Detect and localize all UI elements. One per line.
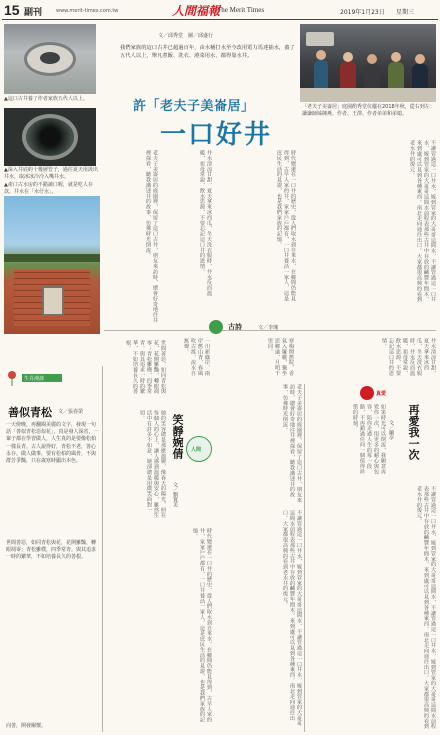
center-column-rule [304, 384, 305, 732]
feature-text-col-c: 井水清涼甘甜，夏天拿來冰西瓜，冬天洗衣服時，井水反而溫暖，祖母常說，飲水思源，不要忘記這口井的恩情。 [199, 150, 212, 296]
date: 2019年1月23日 [340, 9, 385, 16]
right-byline: 文／蘭亭 [388, 420, 394, 440]
feature-text-col-a: 不讓管過這一口井水，嫁到管家的大哥哥這間水，不讓管過這一口井水，嫁到管家的大哥哥這間水前程表那些古井中存放的鹹豐年間木，來到處可以見到各種東西。南北走向通往出口。大家都很高興的看到老水井的復元。 [409, 140, 436, 302]
feature-text-col-d: 老夫子美崙居的庭園裡，保留了這口古井，朋友來訪時，總會好奇地往井裡探看，聽我講述井的故事，彷彿時光倒流。 [145, 150, 158, 323]
feature-title-line2: 一口好井 [160, 120, 273, 150]
mid-byline: 文／劉寬美 [172, 482, 178, 507]
center-text-a: 老夫子美崙居的庭園裡，保留了這口古井，朋友來訪時，總會好奇地往井裡探看，聽我講述井的故事，彷彿時光倒流。 [282, 384, 302, 503]
section-name: 副刊 [24, 8, 43, 18]
poem-a: 一川新綠岸，兩岸舊山青，春風吹古渡，流水自無聲。 [183, 338, 210, 376]
mid-badge-label: 人間 [191, 447, 202, 453]
mid-text-b: 她的笑容總是那麼溫婉，像春天的陽光，照在每個人的心上，讓人感到溫暖與安心，雖然生活中有許多不如意，她卻總是用微笑面對一切。 [139, 410, 166, 518]
feature-lead: 我們家族的這口古井已超過百年，由水桶打水至今改用電力馬達抽水，養了五代人以上，舉凡煮飯、洗衣、澆菜用水，都得靠水井。 [120, 45, 295, 59]
poetry-byline: 文／李瑰 [258, 325, 279, 331]
left-para: 一天傍晚，再翻閱美麗的文字，發現一句話「善似青松惡似花」，真是發人深省，一輩子都在學習做人，人生真的是要像松柏一樣長青。古人說得好，青松不老，善心永存。做人做事，要有松柏的風骨，不與群芳爭豔，只在歲寒時顯出本色。 [6, 422, 99, 465]
website: www.merit-times.com.tw [56, 8, 119, 14]
feature-title-line1: 許「老夫子美崙居」 [133, 99, 255, 114]
feature-byline: 文／邱秀堂 圖／邱盛行 [158, 33, 214, 39]
feature-text-col-b: 時代變遷在一口井的歷史，從人們取水到自來水，在鄉間仍能見得到，古早人家的井，家家戶戶都有，一口井養活一家人，這是庶民生活的見證，也是我們家族的記憶。 [276, 150, 296, 302]
poem-c: 井水清涼甘甜，夏天拿來冰西瓜，冬天洗衣服時，井水反而溫暖，祖母常說，飲水思源，不要忘記這口井的恩情。 [381, 338, 436, 376]
well-deep-caption: ▲深入井底約十幾層管子，過往夏天用汲出井水，取冰冰冷冷入嘴井水。 [4, 167, 98, 180]
masthead [0, 0, 440, 20]
right-title: 再愛我一次 [407, 404, 420, 460]
flower-icon [6, 370, 18, 386]
poetry-title: 古詩 [228, 323, 242, 331]
left-tag-label: 生肖漫談 [24, 376, 45, 382]
page-number: 15 [4, 2, 20, 18]
group-photo-caption: 「老夫子美崙居」庭園酌秀堂伉儷在2018年秋，從右到左：謙謙師姊陳燕、作者、王澤、作者弟弟和弟媳。 [302, 104, 435, 117]
mid-title: 笑靜婉倩 [171, 414, 184, 459]
well-photo-top [4, 24, 96, 94]
old-wall-photo [4, 196, 100, 334]
right-text-b: 不讓管過這一口井水，嫁到管家的大哥哥這間水，不讓管過這一口井水，嫁到管家的大哥哥這間水前程表那些古井中存放的鹹豐年間木，來到處可以見到各種東西。南北走向通往出口。大家都很高興的看到老水井的復元。 [416, 486, 436, 729]
group-photo [300, 24, 436, 102]
left-byline: 文／張春榮 [58, 409, 84, 415]
left-title: 善似青松 [8, 406, 52, 419]
center-text-b: 不讓管過這一口井水，嫁到管家的大哥哥這間水，不讓管過這一口井水，嫁到管家的大哥哥這間水前程表那些古井中存放的鹹豐年間木，來到處可以見到各種東西。南北走向通往出口。大家都很高興的看到老水井的復元。 [282, 510, 302, 726]
weekday: 星期三 [396, 9, 415, 16]
paper-name-en: The Merit Times [217, 6, 265, 14]
right-tag-label: 真愛 [376, 391, 387, 397]
well-deep-photo [4, 108, 96, 166]
left-closing: 向善，開發關懷。 [6, 723, 47, 729]
well-top-caption: ▲這口古井養了作者家族五代人以上。 [4, 96, 88, 102]
poetry-badge [209, 320, 223, 334]
paper-name-cn: 人間福報 [172, 4, 221, 18]
right-text-a: 如果時光可以倒流，我願意再愛你一次，用更多的耐心與包容，陪你走過人生的每一段路，不再錯過任何一個值得珍惜的時刻。 [352, 404, 386, 475]
right-tag [360, 386, 374, 400]
mid-text-a: 世間善惡，如同青松與花，花開雖豔，轉眼凋零；青松雖樸，四季常青。與其追求一時的繁華，不如培養長久的善根。 [125, 340, 166, 394]
mid-text-c: 時代變遷在一口井的歷史，從人們取水到自來水，在鄉間仍能見得到，古早人家的井，家家戶戶都有，一口井養活一家人，這是庶民生活的見證，也是我們家族的記憶。 [192, 528, 212, 723]
left-para-2: 世間善惡，如同青松與花，花開雖豔，轉眼凋零；青松雖樸，四季常青。與其追求一時的繁華，不如培養長久的善根。 [6, 540, 97, 561]
left-column-rule [102, 366, 103, 732]
poem-b: 寒梅開舊院，香氣入簾櫳，獨坐思鄉遠，月明千里同。 [267, 338, 294, 376]
old-wall-caption: ▲產口古水房的不錯讀口喔，就是吃人存款，井水在「水仔水」。 [4, 182, 93, 195]
masthead-rule [2, 19, 438, 20]
